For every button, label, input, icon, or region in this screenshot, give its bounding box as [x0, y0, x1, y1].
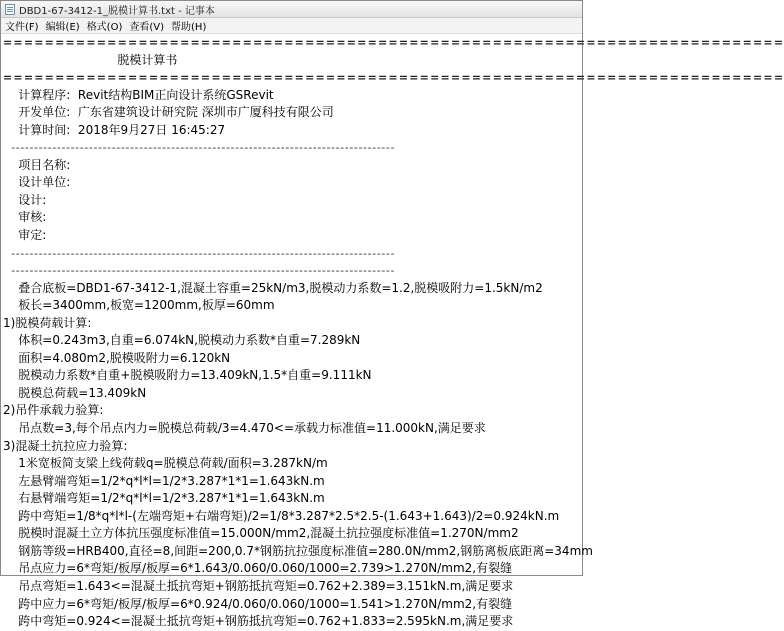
document-line: 计算时间: 2018年9月27日 16:45:27 — [3, 122, 226, 137]
title-bar[interactable] — [1, 1, 582, 18]
menu-format[interactable]: 格式(O) — [86, 22, 123, 33]
document-line: 2)吊件承载力验算: — [3, 403, 104, 418]
document-line: 脱模计算书 — [3, 52, 178, 67]
document-line: 设计单位: — [3, 175, 71, 190]
document-line: 吊点数=3,每个吊点内力=脱模总荷载/3=4.470<=承载力标准值=11.000kN,满足要求 — [3, 421, 486, 436]
document-line: 跨中弯矩=0.924<=混凝土抵抗弯矩+钢筋抵抗弯矩=0.762+1.833=2.595kN.m,满足要求 — [3, 614, 514, 629]
document-line: 计算程序: Revit结构BIM正向设计系统GSRevit — [3, 87, 274, 102]
document-line: 叠合底板=DBD1-67-3412-1,混凝土容重=25kN/m3,脱模动力系数=1.2,脱模吸附力=1.5kN/m2 — [3, 280, 543, 295]
window-title: DBD1-67-3412-1_脱模计算书.txt - 记事本 — [19, 5, 215, 17]
document-line: 脱模时混凝土立方体抗压强度标准值=15.000N/mm2,混凝土抗拉强度标准值=1.270N/mm2 — [3, 526, 519, 541]
document-line: 审定: — [3, 228, 47, 243]
document-line: 吊点弯矩=1.643<=混凝土抵抗弯矩+钢筋抵抗弯矩=0.762+2.389=3.151kN.m,满足要求 — [3, 578, 514, 593]
document-line: 3)混凝土抗拉应力验算: — [3, 438, 128, 453]
separator-line: ------------------------------------------------------------------------------------ — [3, 264, 396, 278]
text-editor-area[interactable] — [1, 34, 784, 629]
separator-line: ------------------------------------------------------------------------------------ — [3, 141, 396, 155]
document-line: 体积=0.243m3,自重=6.074kN,脱模动力系数*自重=7.289kN — [3, 333, 361, 348]
document-line: 开发单位: 广东省建筑设计研究院 深圳市广厦科技有限公司 — [3, 105, 334, 120]
menu-file[interactable]: 文件(F) — [5, 22, 39, 33]
document-line: 1米宽板简支梁上线荷载q=脱模总荷载/面积=3.287kN/m — [3, 456, 328, 471]
separator-line: =========================================================================== — [3, 71, 784, 85]
document-line: 板长=3400mm,板宽=1200mm,板厚=60mm — [3, 298, 275, 313]
document-line: 跨中弯矩=1/8*q*l*l-(左端弯矩+右端弯矩)/2=1/8*3.287*2.5*2.5-(1.643+1.643)/2=0.924kN.m — [3, 508, 560, 523]
document-line: 跨中应力=6*弯矩/板厚/板厚=6*0.924/0.060/0.060/1000=1.541>1.270N/mm2,有裂缝 — [3, 596, 513, 611]
document-line: 吊点应力=6*弯矩/板厚/板厚=6*1.643/0.060/0.060/1000=2.739>1.270N/mm2,有裂缝 — [3, 561, 513, 576]
document-line: 脱模动力系数*自重+脱模吸附力=13.409kN,1.5*自重=9.111kN — [3, 368, 372, 383]
document-line: 设计: — [3, 192, 47, 207]
menu-help[interactable]: 帮助(H) — [171, 22, 207, 33]
menu-bar — [1, 18, 582, 34]
document-line: 左悬臂端弯矩=1/2*q*l*l=1/2*3.287*1*1=1.643kN.m — [3, 473, 325, 488]
separator-line: =========================================================================== — [3, 36, 784, 49]
document-line: 面积=4.080m2,脱模吸附力=6.120kN — [3, 350, 231, 365]
menu-view[interactable]: 查看(V) — [129, 22, 165, 33]
document-line: 审核: — [3, 210, 47, 225]
notepad-app-icon — [5, 4, 15, 15]
document-line: 右悬臂端弯矩=1/2*q*l*l=1/2*3.287*1*1=1.643kN.m — [3, 491, 325, 506]
menu-edit[interactable]: 编辑(E) — [45, 22, 80, 33]
document-line: 1)脱模荷载计算: — [3, 315, 92, 330]
document-line: 钢筋等级=HRB400,直径=8,间距=200,0.7*钢筋抗拉强度标准值=280.0N/mm2,钢筋离板底距离=34mm — [3, 543, 593, 558]
separator-line: ------------------------------------------------------------------------------------ — [3, 246, 396, 260]
document-line: 脱模总荷载=13.409kN — [3, 385, 147, 400]
document-line: 项目名称: — [3, 157, 71, 172]
